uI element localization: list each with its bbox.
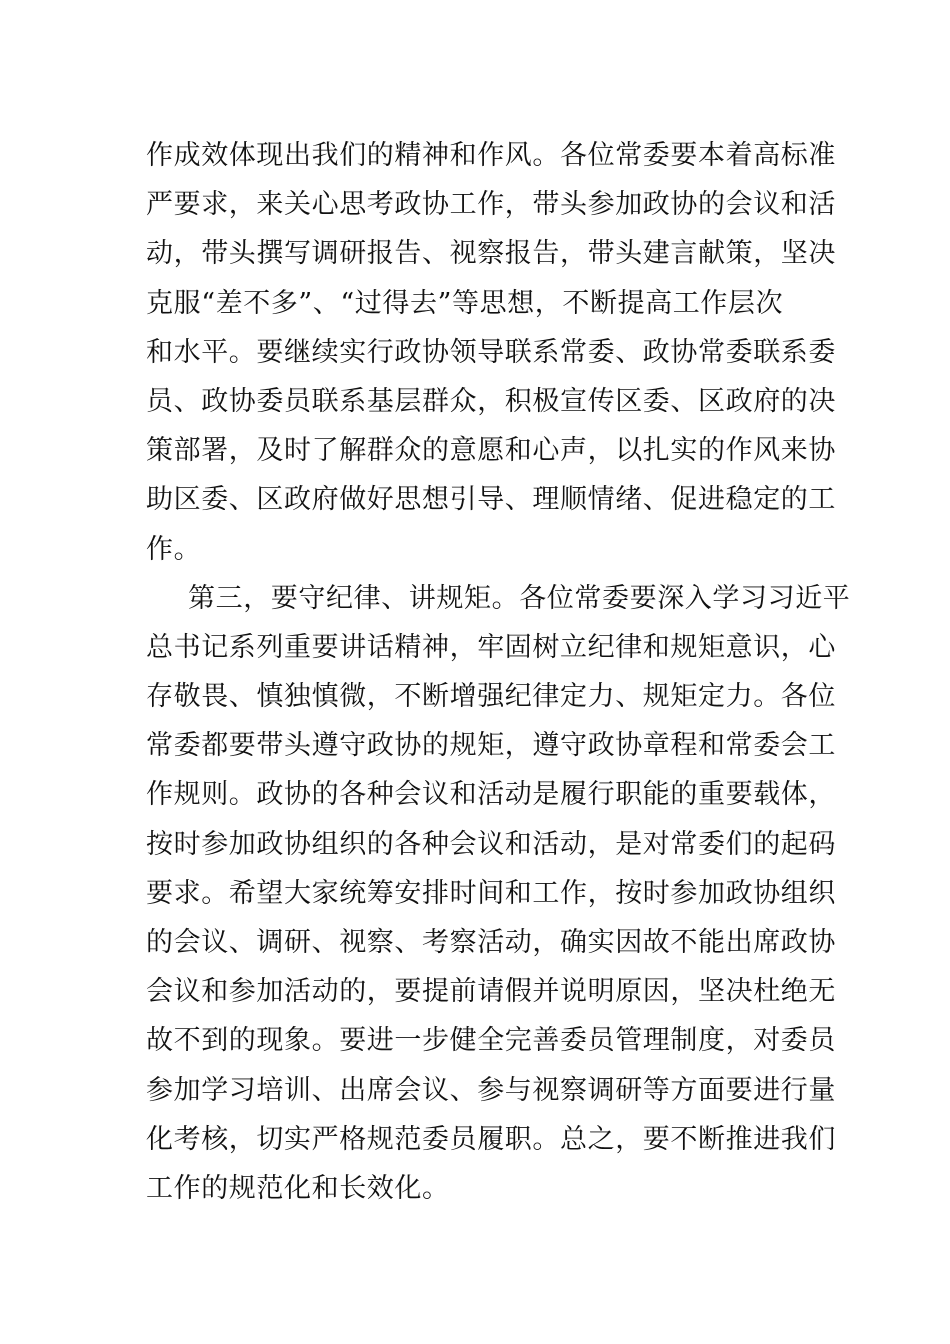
text-line: 常委都要带头遵守政协的规矩，遵守政协章程和常委会工 xyxy=(146,730,836,762)
paragraph-start-line: 第三，要守纪律、讲规矩。各位常委要深入学习习近平 xyxy=(188,582,851,614)
text-line: 工作的规范化和长效化。 xyxy=(146,1172,450,1204)
text-line: 严要求，来关心思考政协工作，带头参加政协的会议和活 xyxy=(146,189,836,221)
text-line: 化考核，切实严格规范委员履职。总之，要不断推进我们 xyxy=(146,1123,836,1155)
text-line: 策部署，及时了解群众的意愿和心声，以扎实的作风来协 xyxy=(146,435,836,467)
text-line: 作规则。政协的各种会议和活动是履行职能的重要载体， xyxy=(146,779,836,811)
text-line: 克服“差不多”、“过得去”等思想，不断提高工作层次 xyxy=(146,287,784,319)
text-line: 动，带头撰写调研报告、视察报告，带头建言献策，坚决 xyxy=(146,238,836,270)
text-line: 员、政协委员联系基层群众，积极宣传区委、区政府的决 xyxy=(146,385,836,417)
text-line: 参加学习培训、出席会议、参与视察调研等方面要进行量 xyxy=(146,1074,836,1106)
text-line: 助区委、区政府做好思想引导、理顺情绪、促进稳定的工 xyxy=(146,484,836,516)
text-line: 故不到的现象。要进一步健全完善委员管理制度，对委员 xyxy=(146,1025,836,1057)
text-line: 的会议、调研、视察、考察活动，确实因故不能出席政协 xyxy=(146,927,836,958)
text-line: 会议和参加活动的，要提前请假并说明原因，坚决杜绝无 xyxy=(146,976,836,1008)
text-line: 存敬畏、慎独慎微，不断增强纪律定力、规矩定力。各位 xyxy=(146,681,836,713)
text-line: 作。 xyxy=(146,533,202,565)
text-line: 按时参加政协组织的各种会议和活动，是对常委们的起码 xyxy=(146,828,836,860)
text-line: 要求。希望大家统筹安排时间和工作，按时参加政协组织 xyxy=(146,877,836,909)
text-line: 和水平。要继续实行政协领导联系常委、政协常委联系委 xyxy=(146,336,836,368)
text-line: 作成效体现出我们的精神和作风。各位常委要本着高标准 xyxy=(146,140,836,171)
document-body xyxy=(146,131,851,1213)
text-line: 总书记系列重要讲话精神，牢固树立纪律和规矩意识，心 xyxy=(146,631,836,663)
